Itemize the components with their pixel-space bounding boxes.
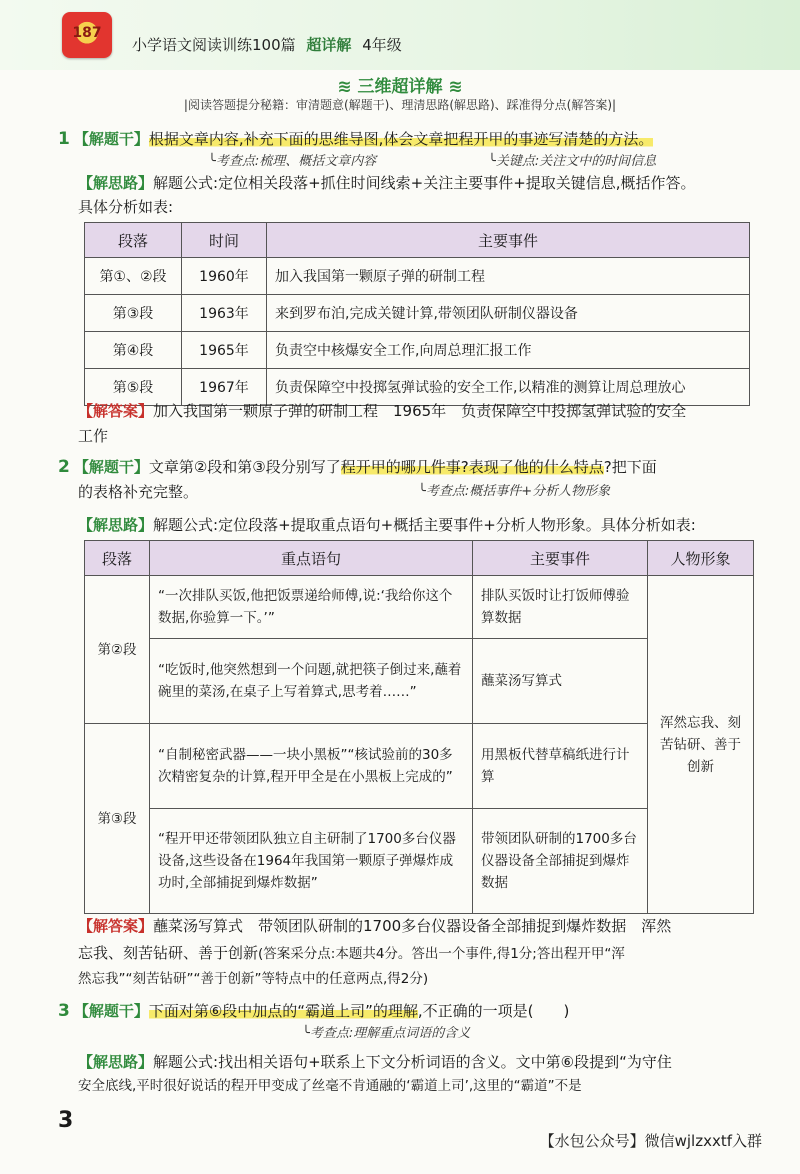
q1-answer-text: 加入我国第一颗原子弹的研制工程 1965年 负责保障空中投掷氢弹试验的安全	[153, 402, 687, 420]
book-grade: 4年级	[362, 36, 402, 54]
q2-stem2: 的表格补充完整。	[78, 483, 199, 501]
q2-answer-tag: 【解答案】	[78, 917, 154, 935]
q1-table	[84, 222, 750, 406]
table-row	[85, 258, 750, 295]
q2-answer	[78, 915, 671, 937]
q2-stem-hl1: 程开甲的哪几件事?	[340, 458, 469, 476]
page-number: 3	[58, 1108, 74, 1133]
q1-think2: 具体分析如表:	[78, 198, 174, 216]
q1-cell-time: 1960年	[182, 258, 267, 295]
book-title	[132, 34, 402, 55]
q1-cell-para: 第③段	[85, 295, 182, 332]
q1-answer	[78, 400, 686, 422]
q2-answer2-note: (答案采分点:本题共4分。答出一个事件,得1分;答出程开甲“浑	[258, 946, 625, 962]
q1-cell-para: 第①、②段	[85, 258, 182, 295]
q2-stem-hl2: 表现了他的什么特点	[468, 458, 604, 476]
section-subtitle: |阅读答题提分秘籍：审清题意(解题干)、理清思路(解思路)、踩准得分点(解答案)|	[183, 98, 617, 112]
q2-th-para: 段落	[85, 541, 150, 576]
q1-answer2: 工作	[78, 427, 109, 445]
book-title-highlight: 超详解	[306, 36, 352, 54]
q2-cell-para: 第②段	[85, 576, 150, 724]
q1-cell-time: 1967年	[182, 369, 267, 406]
q3-think2: 安全底线,平时很好说话的程开甲变成了丝毫不肯通融的‘霸道上司’,这里的“霸道”不是	[78, 1078, 582, 1094]
q2-cell-para: 第③段	[85, 724, 150, 914]
q2-cell-event: 用黑板代替草稿纸进行计算	[473, 724, 648, 809]
section-title: ≋ 三维超详解 ≋	[337, 77, 463, 97]
q1-note-b: ╰关键点:关注文中的时间信息	[488, 154, 657, 169]
q2-table	[84, 540, 754, 914]
q2-think-tag: 【解思路】	[78, 516, 154, 534]
q2-th-image: 人物形象	[648, 541, 754, 576]
q2-think-text: 解题公式:定位段落+提取重点语句+概括主要事件+分析人物形象。具体分析如表:	[153, 516, 696, 534]
q1-cell-time: 1963年	[182, 295, 267, 332]
q2-stem-pre: 文章第②段和第③段分别写了	[148, 458, 341, 476]
q1-cell-event: 负责空中核爆安全工作,向周总理汇报工作	[267, 332, 750, 369]
logo-badge-icon	[62, 12, 112, 58]
q3-number: 3	[58, 1001, 70, 1021]
q2-cell-event: 排队买饭时让打饭师傅验算数据	[473, 576, 648, 639]
table-row	[85, 576, 754, 639]
q2-answer3: 然忘我”“刻苦钻研”“善于创新”等特点中的任意两点,得2分)	[78, 971, 429, 987]
q2-note: ╰考查点:概括事件+分析人物形象	[418, 484, 611, 499]
q3-note: ╰考查点:理解重点词语的含义	[302, 1026, 471, 1041]
q2-th-event: 主要事件	[473, 541, 648, 576]
q1-note-a: ╰考查点:梳理、概括文章内容	[208, 154, 377, 169]
q1-think-text: 解题公式:定位相关段落+抓住时间线索+关注主要事件+提取关键信息,概括作答。	[153, 174, 696, 192]
q2-answer-text: 蘸菜汤写算式 带领团队研制的1700多台仪器设备全部捕捉到爆炸数据 浑然	[153, 917, 672, 935]
q3-stem-hl: 下面对第⑥段中加点的“霸道上司”的理解	[148, 1002, 418, 1020]
q1-answer-tag: 【解答案】	[78, 402, 154, 420]
q3-think	[78, 1051, 672, 1073]
q2-cell-event: 带领团队研制的1700多台仪器设备全部捕捉到爆炸数据	[473, 809, 648, 914]
q2-cell-quote: “自制秘密武器——一块小黑板”“核试验前的30多次精密复杂的计算,程开甲全是在小黑板上完成的”	[150, 724, 473, 809]
q1-think-tag: 【解思路】	[78, 174, 154, 192]
q2-answer2-text: 忘我、刻苦钻研、善于创新	[78, 944, 259, 962]
q3-think-tag: 【解思路】	[78, 1053, 154, 1071]
q2-stem	[58, 456, 657, 478]
q1-cell-para: 第④段	[85, 332, 182, 369]
q2-th-quote: 重点语句	[150, 541, 473, 576]
q1-stem-tag: 【解题干】	[73, 130, 149, 148]
book-title-text: 小学语文阅读训练100篇	[132, 36, 296, 54]
q3-stem-tag: 【解题干】	[73, 1002, 149, 1020]
logo-number: 187	[72, 25, 102, 41]
q2-stem-post: ?把下面	[603, 458, 657, 476]
q1-think	[78, 172, 696, 194]
q2-cell-event: 蘸菜汤写算式	[473, 639, 648, 724]
q1-stem	[58, 128, 653, 150]
q2-number: 2	[58, 457, 70, 477]
q2-answer2	[78, 942, 625, 965]
q1-number: 1	[58, 129, 70, 149]
q1-th-event: 主要事件	[267, 223, 750, 258]
q1-cell-time: 1965年	[182, 332, 267, 369]
q2-cell-quote: “吃饭时,他突然想到一个问题,就把筷子倒过来,蘸着碗里的菜汤,在桌子上写着算式,思考着……”	[150, 639, 473, 724]
watermark-text: 【水包公众号】微信wjlzxxtf入群	[539, 1132, 762, 1150]
q2-cell-quote: “一次排队买饭,他把饭票递给师傅,说:‘我给你这个数据,你验算一下。’”	[150, 576, 473, 639]
q1-cell-event: 加入我国第一颗原子弹的研制工程	[267, 258, 750, 295]
q1-stem-text: 根据文章内容,补充下面的思维导图,体会文章把程开甲的事迹写清楚的方法。	[148, 130, 654, 148]
q1-th-time: 时间	[182, 223, 267, 258]
table-row	[85, 332, 750, 369]
q3-think-text: 解题公式:找出相关语句+联系上下文分析词语的含义。文中第⑥段提到“为守住	[153, 1053, 672, 1071]
q1-th-para: 段落	[85, 223, 182, 258]
q1-cell-para: 第⑤段	[85, 369, 182, 406]
q3-stem	[58, 1000, 569, 1022]
q3-stem-post: ,不正确的一项是( )	[417, 1002, 570, 1020]
q1-cell-event: 负责保障空中投掷氢弹试验的安全工作,以精准的测算让周总理放心	[267, 369, 750, 406]
q2-cell-image: 浑然忘我、刻苦钻研、善于创新	[648, 576, 754, 914]
q2-think	[78, 514, 696, 536]
q2-stem-tag: 【解题干】	[73, 458, 149, 476]
table-row	[85, 295, 750, 332]
q1-cell-event: 来到罗布泊,完成关键计算,带领团队研制仪器设备	[267, 295, 750, 332]
q2-cell-quote: “程开甲还带领团队独立自主研制了1700多台仪器设备,这些设备在1964年我国第一颗原子弹爆炸成功时,全部捕捉到爆炸数据”	[150, 809, 473, 914]
